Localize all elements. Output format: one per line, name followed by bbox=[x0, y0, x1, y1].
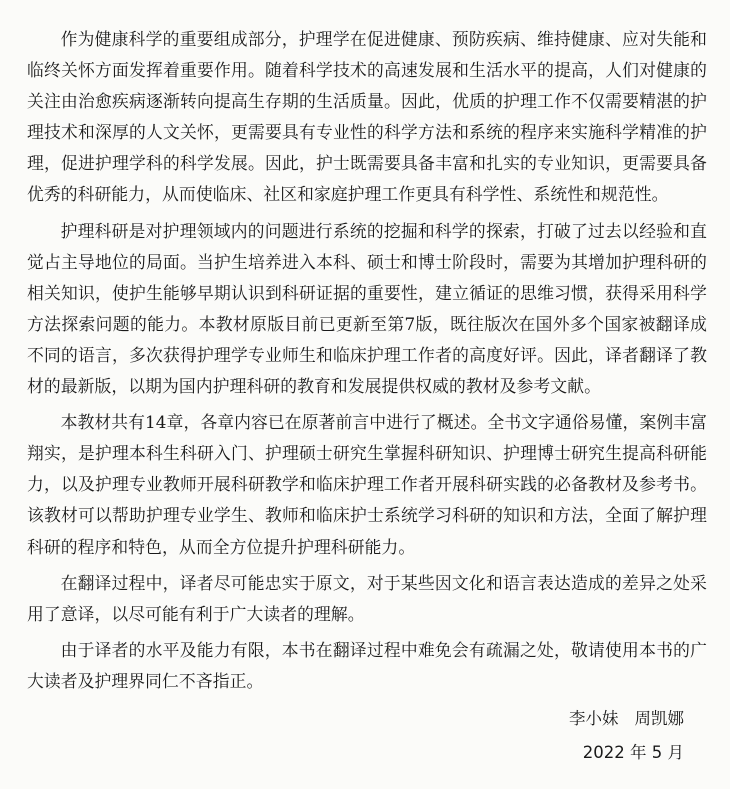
signature-date: 2022 年 5 月 bbox=[582, 743, 684, 762]
paragraph-2: 护理科研是对护理领域内的问题进行系统的挖掘和科学的探索，打破了过去以经验和直觉占主导地位的局面。当护生培养进入本科、硕士和博士阶段时，需要为其增加护理科研的相关知识，使护生能够早期认识到科研证据的重要性，建立循证的思维习惯，获得采用科学方法探索问题的能力。本教材原版目前已更新至第7版，既往版次在国外多个国家被翻译成不同的语言，多次获得护理学专业师生和临床护理工作者的高度好评。因此，译者翻译了教材的最新版，以期为国内护理科研的教育和发展提供权威的教材及参考文献。 bbox=[27, 220, 707, 397]
translator-name-2: 周凯娜 bbox=[634, 709, 684, 728]
translator-names bbox=[569, 702, 684, 736]
paragraph-5: 由于译者的水平及能力有限，本书在翻译过程中难免会有疏漏之处，敬请使用本书的广大读者及护理界同仁不吝指正。 bbox=[27, 639, 707, 691]
translator-name-1: 李小妹 bbox=[569, 709, 619, 728]
paragraph-1: 作为健康科学的重要组成部分，护理学在促进健康、预防疾病、维持健康、应对失能和临终关怀方面发挥着重要作用。随着科学技术的高速发展和生活水平的提高，人们对健康的关注由治愈疾病逐渐转向提高生存期的生活质量。因此，优质的护理工作不仅需要精湛的护理技术和深厚的人文关怀，更需要具有专业性的科学方法和系统的程序来实施科学精准的护理，促进护理学科的科学发展。因此，护士既需要具备丰富和扎实的专业知识，更需要具备优秀的科研能力，从而使临床、社区和家庭护理工作更具有科学性、系统性和规范性。 bbox=[27, 29, 707, 205]
signature-block bbox=[569, 702, 684, 770]
paragraph-4: 在翻译过程中，译者尽可能忠实于原文，对于某些因文化和语言表达造成的差异之处采用了意译，以尽可能有利于广大读者的理解。 bbox=[27, 572, 707, 624]
paragraph-3: 本教材共有14章，各章内容已在原著前言中进行了概述。全书文字通俗易懂，案例丰富翔实，是护理本科生科研入门、护理硕士研究生掌握科研知识、护理博士研究生提高科研能力，以及护理专业教师开展科研教学和临床护理工作者开展科研实践的必备教材及参考书。该教材可以帮助护理专业学生、教师和临床护士系统学习科研的知识和方法，全面了解护理科研的程序和特色，从而全方位提升护理科研能力。 bbox=[27, 412, 707, 557]
preface-body bbox=[27, 24, 707, 702]
